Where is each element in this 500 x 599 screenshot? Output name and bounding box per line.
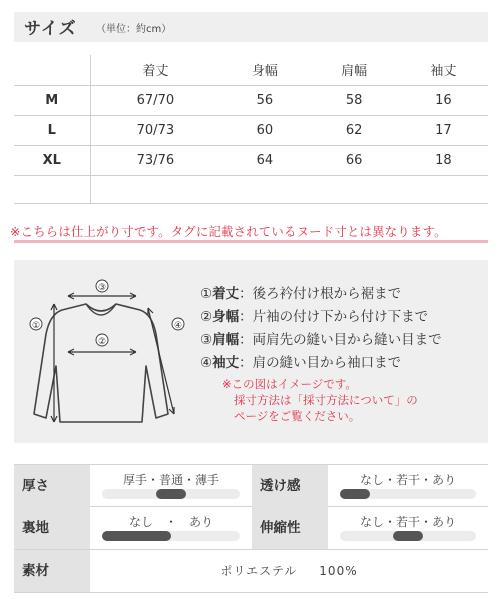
mark-1: ① <box>31 321 41 331</box>
col-header: 肩幅 <box>341 64 368 80</box>
legend-item: ②身幅：片袖の付け下から付け下まで <box>200 309 429 325</box>
sheerness-indicator <box>340 489 370 499</box>
col-header: 身幅 <box>251 64 278 80</box>
size-header <box>14 12 488 42</box>
size-title: サイズ <box>24 19 77 39</box>
corner-cell <box>14 55 90 85</box>
col-header: 袖丈 <box>430 64 457 80</box>
table-cell: 18 <box>435 152 452 168</box>
table-cell: 67/70 <box>136 92 175 108</box>
stretch-track <box>340 531 476 541</box>
table-cell: 64 <box>256 152 274 168</box>
lining-track <box>102 531 240 541</box>
table-cell: 16 <box>435 92 452 108</box>
legend-item: ①着丈：後ろ衿付け根から裾まで <box>200 286 402 302</box>
table-cell: 60 <box>256 122 274 138</box>
mark-4: ④ <box>173 321 183 331</box>
unit-note: （単位：約cm） <box>96 24 172 35</box>
finished-size-notice: ※こちらは仕上がり寸です。タグに記載されているヌード寸とは異なります。 <box>10 224 447 239</box>
legend-item: ④袖丈：肩の縫い目から袖口まで <box>200 355 402 371</box>
mark-2: ② <box>97 337 107 347</box>
thickness-options: 厚手・普通・薄手 <box>122 473 219 487</box>
table-cell: 70/73 <box>136 122 175 138</box>
table-cell: 58 <box>345 92 363 108</box>
attr-row <box>14 507 488 550</box>
stretch-scale <box>328 507 488 549</box>
stretch-indicator <box>393 531 423 541</box>
table-cell: 17 <box>435 122 452 138</box>
lining-scale <box>90 507 252 549</box>
thickness-track <box>102 489 240 499</box>
sheerness-track <box>340 489 476 499</box>
thickness-indicator <box>156 489 186 499</box>
table-cell: 56 <box>256 92 274 108</box>
size-label: XL <box>14 145 90 175</box>
measurement-legend <box>200 282 442 424</box>
legend-item: ③肩幅：両肩先の縫い目から縫い目まで <box>200 332 442 348</box>
table-cell: 66 <box>345 152 363 168</box>
col-header: 着丈 <box>142 64 169 80</box>
table-row-empty <box>14 175 488 203</box>
shirt-outline-image <box>24 274 194 434</box>
material-value: ポリエステル 100% <box>220 564 358 578</box>
size-label: M <box>14 85 90 115</box>
size-table <box>14 55 488 204</box>
fabric-attributes <box>14 464 488 593</box>
mark-3: ③ <box>97 283 107 293</box>
sheerness-options: なし・若干・あり <box>359 473 456 487</box>
lining-options: なし ・ あり <box>128 515 213 529</box>
attr-row <box>14 464 488 507</box>
material-label: 素材 <box>14 550 90 592</box>
table-row <box>14 145 488 175</box>
table-row <box>14 85 488 115</box>
notice-underline <box>14 240 488 243</box>
attr-row <box>14 550 488 593</box>
measurement-diagram <box>14 260 488 443</box>
image-note: ※この図はイメージです。 採寸方法は「採寸方法について」の ページをご覧ください。 <box>222 377 418 423</box>
sheerness-label: 透け感 <box>252 465 328 507</box>
size-label: L <box>14 115 90 145</box>
sheerness-scale <box>328 465 488 507</box>
lining-label: 裏地 <box>14 507 90 549</box>
table-header-row <box>14 55 488 85</box>
table-cell: 73/76 <box>136 152 175 168</box>
thickness-scale <box>90 465 252 507</box>
thickness-label: 厚さ <box>14 465 90 507</box>
lining-indicator <box>102 531 171 541</box>
stretch-label: 伸縮性 <box>252 507 328 549</box>
table-cell: 62 <box>345 122 363 138</box>
table-row <box>14 115 488 145</box>
stretch-options: なし・若干・あり <box>359 515 456 529</box>
